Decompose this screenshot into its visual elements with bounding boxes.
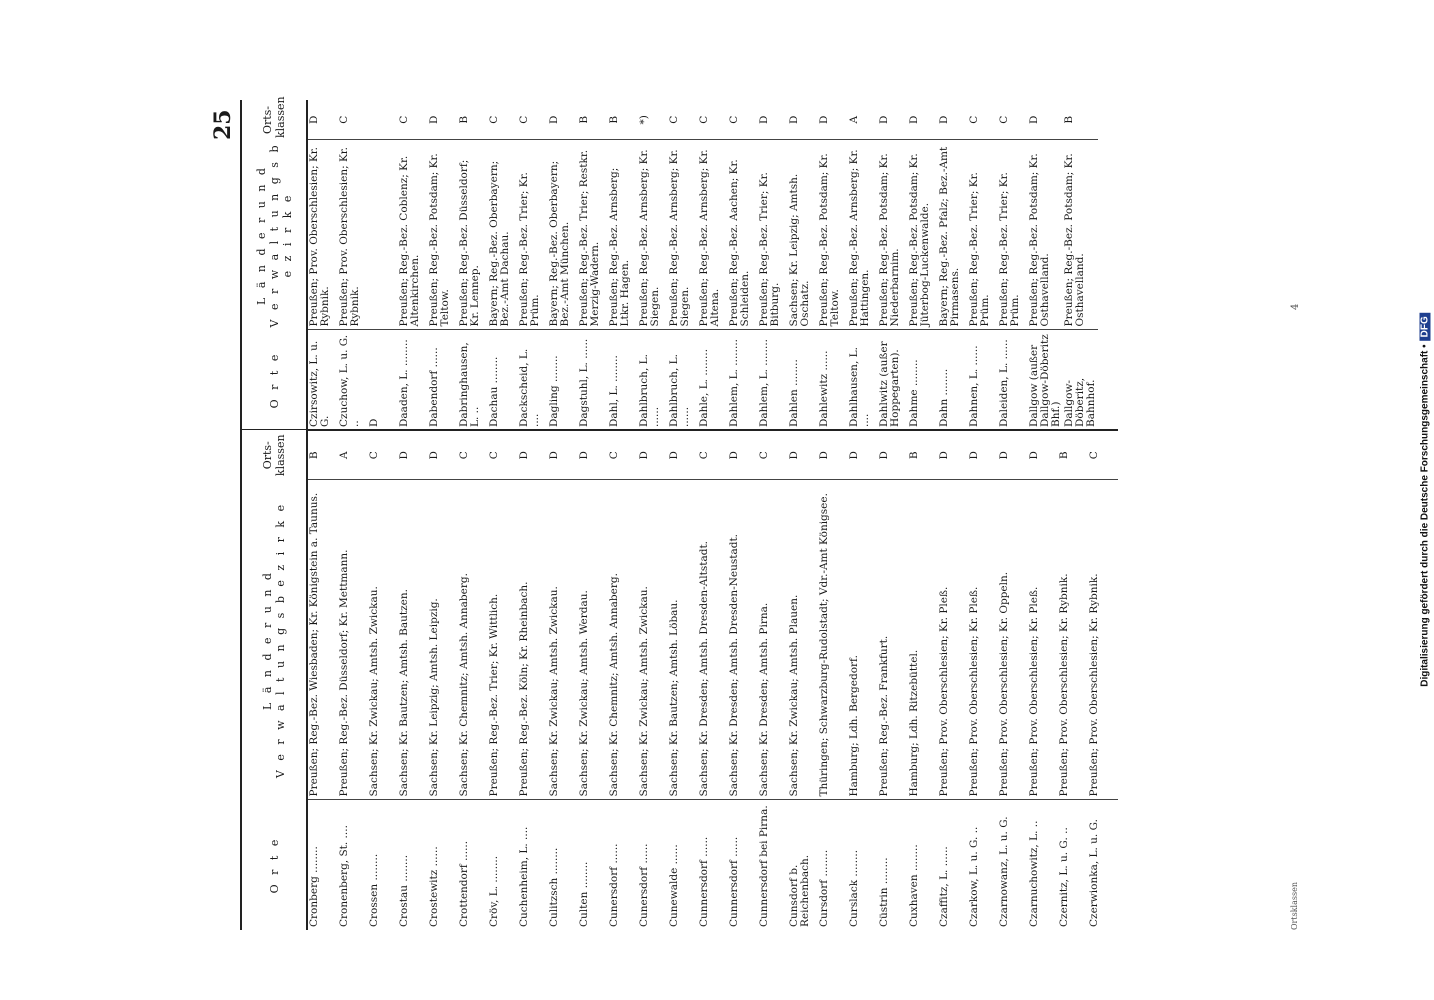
administrative-district: Preußen; Reg.-Bez. Arnsberg; Kr. Hattingen.: [848, 140, 878, 330]
table-row: [518, 430, 548, 930]
administrative-district: Sachsen; Kr. Leipzig; Amtsh. Oschatz.: [788, 140, 818, 330]
locality-class: D: [668, 430, 698, 480]
administrative-district: Preußen; Prov. Oberschlesien; Kr. Oppeln.: [998, 480, 1028, 800]
administrative-district: Sachsen; Kr. Bautzen; Amtsh. Bautzen.: [398, 480, 428, 800]
administrative-district: Sachsen; Kr. Zwickau; Amtsh. Zwickau.: [638, 480, 668, 800]
locality-class: D: [878, 115, 890, 124]
place-name: Cunnersdorf ......: [698, 800, 728, 930]
header-klassen-right: Orts- klassen: [241, 100, 307, 140]
administrative-district: Bayern; Reg.-Bez. Pfalz; Bez.-Amt Pirmasens.: [938, 140, 968, 330]
locality-class: D: [548, 430, 578, 480]
place-name: Czerwionka, L. u. G.: [1088, 800, 1118, 930]
locality-class: D: [998, 430, 1028, 480]
locality-class: D: [1028, 430, 1058, 480]
locality-class: A: [848, 115, 860, 124]
place-name: Dagstuhl, L. ......: [578, 330, 608, 430]
table-row: [938, 430, 968, 930]
locality-class: B: [578, 115, 590, 124]
administrative-district: Sachsen; Kr. Zwickau; Amtsh. Werdau.: [578, 480, 608, 800]
place-name: Crostewitz ......: [428, 800, 458, 930]
page-number: 25: [210, 109, 236, 140]
place-name: Dahlewitz ......: [818, 330, 848, 430]
locality-class: B: [307, 430, 338, 480]
locality-class: C: [488, 115, 500, 124]
place-name: Cunnersdorf ......: [728, 800, 758, 930]
place-name: Dahn ........: [938, 330, 968, 430]
place-name: Daleiden, L. ......: [998, 330, 1028, 430]
administrative-district: Bayern; Reg.-Bez. Oberbayern; Bez.-Amt München.: [548, 140, 578, 330]
table-row: [578, 100, 608, 430]
administrative-district: Sachsen; Kr. Bautzen; Amtsh. Löbau.: [668, 480, 698, 800]
administrative-district: Preußen; Reg.-Bez. Trier; Kr. Wittlich.: [488, 480, 518, 800]
place-name: Dackscheid, L. ....: [518, 330, 548, 430]
place-name: Dahnen, L. ......: [968, 330, 998, 430]
table-row: [908, 430, 938, 930]
administrative-district: Preußen; Reg.-Bez. Wiesbaden; Kr. Königstein a. Taunus.: [307, 480, 338, 800]
place-name: Dabendorf ......: [428, 330, 458, 430]
administrative-district: Preußen; Prov. Oberschlesien; Kr. Pleß.: [968, 480, 998, 800]
table-row: [458, 430, 488, 930]
locality-class: D: [788, 430, 818, 480]
table-row: [578, 430, 608, 930]
table-row: [548, 100, 578, 430]
locality-class: A: [338, 430, 368, 480]
table-row: [488, 430, 518, 930]
table-row: [668, 430, 698, 930]
place-name: Cröv, L. ........: [488, 800, 518, 930]
table-row: [488, 100, 518, 430]
footer-mark: 4: [1290, 303, 1301, 310]
table-row: [878, 430, 908, 930]
place-name: D: [368, 330, 398, 430]
locality-class: D: [518, 430, 548, 480]
place-name: Czuchow, L. u. G. ..: [338, 330, 368, 430]
table-row: [518, 100, 548, 430]
place-name: Czernitz, L. u. G. ..: [1058, 800, 1088, 930]
administrative-district: Preußen; Reg.-Bez. Düsseldorf; Kr. Lennep.: [458, 140, 488, 330]
locality-class: D: [398, 430, 428, 480]
table-row: [818, 100, 848, 430]
administrative-district: Sachsen; Kr. Dresden; Amtsh. Dresden-Altstadt.: [698, 480, 728, 800]
locality-class: C: [368, 430, 398, 480]
table-row: [368, 100, 398, 430]
locality-class: D: [968, 430, 998, 480]
table-row: [638, 430, 668, 930]
locality-class: B: [1058, 430, 1088, 480]
place-name: Cunnersdorf bei Pirna.: [758, 800, 788, 930]
administrative-district: Sachsen; Kr. Zwickau; Amtsh. Plauen.: [788, 480, 818, 800]
table-row: [368, 430, 398, 930]
header-klassen: Orts- klassen: [241, 430, 307, 480]
table-row: [998, 100, 1028, 430]
locality-class: D: [938, 430, 968, 480]
table-row: [1088, 430, 1118, 930]
locality-class: C: [488, 430, 518, 480]
locality-class: C: [728, 115, 740, 124]
right-register-body: [307, 100, 1098, 430]
administrative-district: Preußen; Prov. Oberschlesien; Kr. Rybnik.: [307, 140, 338, 330]
table-row: [428, 430, 458, 930]
place-name: Czarkow, L. u. G. ..: [968, 800, 998, 930]
place-name: Dahlen ........: [788, 330, 818, 430]
place-name: Daaden, L. ........: [398, 330, 428, 430]
administrative-district: Preußen; Reg.-Bez. Potsdam; Kr. Osthavelland.: [1028, 140, 1063, 330]
left-register-column: [240, 430, 1280, 930]
locality-class: D: [428, 115, 440, 124]
table-row: [398, 430, 428, 930]
place-name: Czarnowanz, L. u. G.: [998, 800, 1028, 930]
place-name: Dahlem, L. ........: [728, 330, 758, 430]
place-name: Dahle, L. ........: [698, 330, 728, 430]
locality-class: D: [638, 430, 668, 480]
locality-class: D: [878, 430, 908, 480]
table-row: [338, 100, 368, 430]
right-register-column: [240, 96, 1280, 430]
locality-class: C: [458, 430, 488, 480]
place-name: Dahlbruch, L. ......: [638, 330, 668, 430]
locality-class: D: [938, 115, 950, 124]
place-name: Dahlhausen, L. ....: [848, 330, 878, 430]
table-row: [758, 430, 788, 930]
dfg-logo: DFG: [1420, 313, 1431, 340]
table-row: [338, 430, 368, 930]
administrative-district: Thüringen; Schwarzburg-Rudolstadt; Vdr.-Amt Königsee.: [818, 480, 848, 800]
right-register-table: [240, 96, 1098, 430]
place-name: Cunewalde ......: [668, 800, 698, 930]
administrative-district: Preußen; Reg.-Bez. Frankfurt.: [878, 480, 908, 800]
administrative-district: Hamburg; Ldh. Bergedorf.: [848, 480, 878, 800]
administrative-district: Hamburg; Ldh. Ritzebüttel.: [908, 480, 938, 800]
locality-class: D: [788, 115, 800, 124]
left-register-body: [307, 430, 1118, 930]
locality-class: C: [338, 115, 350, 124]
locality-class: C: [398, 115, 410, 124]
locality-class: C: [698, 115, 710, 124]
place-name: Cuxhaven ........: [908, 800, 938, 930]
administrative-district: Preußen; Prov. Oberschlesien; Kr. Pleß.: [938, 480, 968, 800]
locality-class: C: [518, 115, 530, 124]
place-name: Cunsdorf b. Reichenbach.: [788, 800, 818, 930]
place-name: Cuchenheim, L. ....: [518, 800, 548, 930]
table-row: [848, 430, 878, 930]
table-row: [938, 100, 968, 430]
place-name: Culitzsch ........: [548, 800, 578, 930]
locality-class: [368, 100, 398, 140]
table-row: [818, 430, 848, 930]
administrative-district: Preußen; Reg.-Bez. Trier; Kr. Prüm.: [518, 140, 548, 330]
locality-class: D: [848, 430, 878, 480]
locality-class: D: [308, 115, 320, 124]
administrative-district: Sachsen; Kr. Leipzig; Amtsh. Leipzig.: [428, 480, 458, 800]
locality-class: B: [1063, 115, 1075, 124]
administrative-district: Preußen; Reg.-Bez. Trier; Kr. Prüm.: [998, 140, 1028, 330]
table-row: [307, 430, 338, 930]
table-row: [458, 100, 488, 430]
dfg-funding-notice: [1420, 313, 1431, 687]
place-name: Cüstrin ........: [878, 800, 908, 930]
locality-class: C: [668, 115, 680, 124]
table-row: [1028, 100, 1063, 430]
administrative-district: Bayern; Reg.-Bez. Oberbayern; Bez.-Amt Dachau.: [488, 140, 518, 330]
table-row: [428, 100, 458, 430]
place-name: Dachau ........: [488, 330, 518, 430]
header-orte: O r t e: [241, 800, 307, 930]
place-name: Dahme ........: [908, 330, 938, 430]
place-name: Crostau ........: [398, 800, 428, 930]
administrative-district: Preußen; Reg.-Bez. Potsdam; Kr. Teltow.: [428, 140, 458, 330]
administrative-district: Preußen; Reg.-Bez. Arnsberg; Kr. Altena.: [698, 140, 728, 330]
place-name: Dahlem, L. ........: [758, 330, 788, 430]
table-row: [398, 100, 428, 430]
place-name: Czirsowitz, L. u. G.: [307, 330, 338, 430]
place-name: Dagling ........: [548, 330, 578, 430]
table-row: [608, 100, 638, 430]
place-name: Cursdorf ........: [818, 800, 848, 930]
table-row: [728, 100, 758, 430]
administrative-district: Preußen; Prov. Oberschlesien; Kr. Rybnik.: [1058, 480, 1088, 800]
table-row: [307, 100, 338, 430]
locality-class: D: [818, 430, 848, 480]
administrative-district: Preußen; Reg.-Bez. Düsseldorf; Kr. Mettmann.: [338, 480, 368, 800]
place-name: Dahl, L. ........: [608, 330, 638, 430]
locality-class: D: [758, 115, 770, 124]
locality-class: B: [458, 115, 470, 124]
administrative-district: Preußen; Reg.-Bez. Arnsberg; Ltkr. Hagen.: [608, 140, 638, 330]
place-name: Crossen ........: [368, 800, 398, 930]
administrative-district: Preußen; Reg.-Bez. Potsdam; Kr. Osthavelland.: [1063, 140, 1098, 330]
locality-class: D: [578, 430, 608, 480]
administrative-district: Sachsen; Kr. Zwickau; Amtsh. Zwickau.: [368, 480, 398, 800]
locality-class: D: [818, 115, 830, 124]
place-name: Cronberg ........: [307, 800, 338, 930]
table-row: [698, 430, 728, 930]
locality-class: D: [428, 430, 458, 480]
place-name: Curslack ........: [848, 800, 878, 930]
place-name: Czarnuchowitz, L. ..: [1028, 800, 1058, 930]
place-name: Dahlbruch, L. ......: [668, 330, 698, 430]
administrative-district: Preußen; Reg.-Bez. Trier; Restkr. Merzig-Wadern.: [578, 140, 608, 330]
administrative-district: Sachsen; Kr. Dresden; Amtsh. Pirna.: [758, 480, 788, 800]
administrative-district: Preußen; Reg.-Bez. Köln; Kr. Rheinbach.: [518, 480, 548, 800]
place-name: Crottendorf ......: [458, 800, 488, 930]
place-name: Cunersdorf ......: [638, 800, 668, 930]
locality-class: C: [758, 430, 788, 480]
table-row: [788, 100, 818, 430]
locality-class: C: [1088, 430, 1118, 480]
dfg-notice-text: Digitalisierung gefördert durch die Deutsche Forschungsgemeinschaft •: [1419, 344, 1431, 687]
place-name: Dallgow (außer Dallgow-Döberitz Bhf.): [1028, 330, 1063, 430]
table-row: [848, 100, 878, 430]
table-row: [968, 100, 998, 430]
administrative-district: Preußen; Prov. Oberschlesien; Kr. Pleß.: [1028, 480, 1058, 800]
locality-class: C: [698, 430, 728, 480]
administrative-district: Preußen; Reg.-Bez. Arnsberg; Kr. Siegen.: [668, 140, 698, 330]
rotated-scan-page: [210, 96, 1301, 930]
administrative-district: Preußen; Prov. Oberschlesien; Kr. Rybnik.: [338, 140, 368, 330]
administrative-district: Preußen; Reg.-Bez. Potsdam; Kr. Teltow.: [818, 140, 848, 330]
header-laender-right: L ä n d e r u n d V e r w a l t u n g s b e z i r k e: [241, 140, 307, 330]
place-name: Dallgow-Döberitz, Bahnhof.: [1063, 330, 1098, 430]
locality-class: B: [908, 430, 938, 480]
place-name: Dabringhausen, L. ..: [458, 330, 488, 430]
administrative-district: Preußen; Reg.-Bez. Aachen; Kr. Schleiden.: [728, 140, 758, 330]
administrative-district: Sachsen; Kr. Dresden; Amtsh. Dresden-Neustadt.: [728, 480, 758, 800]
administrative-district: Sachsen; Kr. Chemnitz; Amtsh. Annaberg.: [458, 480, 488, 800]
left-register-table: [240, 429, 1118, 930]
locality-class: D: [548, 115, 560, 124]
administrative-district: Preußen; Reg.-Bez. Trier; Kr. Bitburg.: [758, 140, 788, 330]
administrative-district: Sachsen; Kr. Chemnitz; Amtsh. Annaberg.: [608, 480, 638, 800]
administrative-district: Preußen; Reg.-Bez. Trier; Kr. Prüm.: [968, 140, 998, 330]
header-orte-right: O r t e: [241, 330, 307, 430]
table-row: [998, 430, 1028, 930]
locality-class: C: [998, 115, 1010, 124]
locality-class: D: [728, 430, 758, 480]
table-row: [758, 100, 788, 430]
locality-class: B: [608, 115, 620, 124]
header-laender: L ä n d e r u n d V e r w a l t u n g s b e z i r k e: [241, 480, 307, 800]
place-name: Culten ........: [578, 800, 608, 930]
table-row: [1058, 430, 1088, 930]
footer-ortklassen-note: Ortsklassen: [1290, 882, 1299, 930]
table-row: [698, 100, 728, 430]
table-row: [908, 100, 938, 430]
table-row: [668, 100, 698, 430]
administrative-district: Sachsen; Kr. Zwickau; Amtsh. Zwickau.: [548, 480, 578, 800]
administrative-district: [368, 140, 398, 330]
table-row: [968, 430, 998, 930]
table-row: [638, 100, 668, 430]
table-row: [1028, 430, 1058, 930]
locality-class: C: [608, 430, 638, 480]
administrative-district: Preußen; Reg.-Bez. Potsdam; Kr. Niederbarnim.: [878, 140, 908, 330]
table-row: [788, 430, 818, 930]
place-name: Czaffitz, L. ......: [938, 800, 968, 930]
locality-class: D: [908, 115, 920, 124]
locality-class: D: [1028, 115, 1040, 124]
locality-class: C: [968, 115, 980, 124]
place-name: Cronenberg, St. ....: [338, 800, 368, 930]
administrative-district: Preußen; Reg.-Bez. Arnsberg; Kr. Siegen.: [638, 140, 668, 330]
place-name: Dahlwitz (außer Hoppegarten).: [878, 330, 908, 430]
administrative-district: Preußen; Prov. Oberschlesien; Kr. Rybnik.: [1088, 480, 1118, 800]
table-row: [1063, 100, 1098, 430]
place-name: Cunersdorf ......: [608, 800, 638, 930]
administrative-district: Preußen; Reg.-Bez. Potsdam; Kr. Jüterbog-Luckenwalde.: [908, 140, 938, 330]
locality-class: *): [638, 115, 650, 125]
table-row: [548, 430, 578, 930]
table-row: [878, 100, 908, 430]
administrative-district: Preußen; Reg.-Bez. Coblenz; Kr. Altenkirchen.: [398, 140, 428, 330]
table-row: [608, 430, 638, 930]
table-row: [728, 430, 758, 930]
